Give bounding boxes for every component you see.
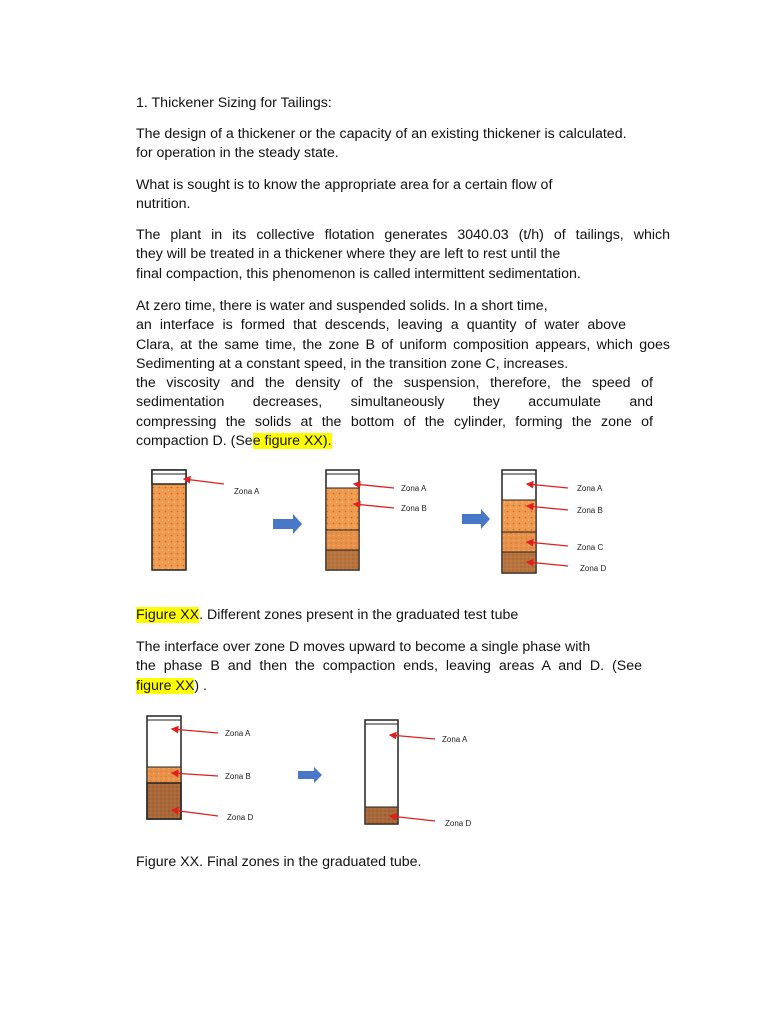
label-zona-b: Zona B — [225, 772, 251, 781]
paragraph-area: What is sought is to know the appropriate area for a certain flow of nutrition. — [136, 177, 553, 213]
tube-final — [365, 720, 471, 828]
label-zona-a: Zona A — [577, 484, 603, 493]
caption-figure-label: Figure XX — [136, 607, 200, 623]
label-zona-b: Zona B — [577, 506, 603, 515]
label-zona-c: Zona C — [577, 543, 604, 552]
label-zona-a: Zona A — [225, 729, 251, 738]
tube-initial — [152, 470, 260, 570]
paragraph-interface: The interface over zone D moves upward to become a single phase with the phase B and then the compaction ends, leaving areas A and D. (See figure XX) . — [136, 639, 642, 694]
blue-arrow-icon — [462, 509, 490, 529]
label-zona-d: Zona D — [580, 564, 607, 573]
label-zona-a: Zona A — [442, 735, 468, 744]
paragraph-last-line: compaction D. (See figure XX). — [136, 433, 332, 450]
tube-four-zones — [502, 470, 606, 573]
label-zona-d: Zona D — [445, 819, 472, 828]
figure-reference-highlight: figure XX — [136, 677, 195, 694]
figure-final-zones-diagram — [140, 710, 500, 830]
section-heading: 1. Thickener Sizing for Tailings: — [136, 95, 332, 111]
figure-caption-zones: Figure XX. Different zones present in the graduated test tube — [136, 607, 519, 623]
paragraph-plant: The plant in its collective flotation generates 3040.03 (t/h) of tailings, which they will be treated in a thickener where they are left to rest until the final compaction, this phenomenon is called intermittent sedimentation. — [136, 227, 670, 282]
figure-zones-diagram — [140, 462, 640, 580]
label-zona-a: Zona A — [401, 484, 427, 493]
paragraph-design: The design of a thickener or the capacity of an existing thickener is calculated. for operation in the steady state. — [136, 126, 627, 162]
blue-arrow-icon — [273, 514, 302, 534]
tube-before-final — [147, 716, 253, 822]
paragraph-sedimentation: At zero time, there is water and suspended solids. In a short time, an interface is formed that descends, leaving a quantity of water above Clara, at the same time, the zone B of uniform composition appears, which goes Sedimenting at a constant speed, in the transition zone C, increases. the viscosity and the density of the suspension, therefore, the speed of sedimentation decreases, simultaneously they accumulate and compressing the solids at the bottom of the cylinder, forming the zone of compaction D. (See figure XX). — [136, 297, 670, 451]
label-zona-d: Zona D — [227, 813, 254, 822]
figure-reference-highlight: e figure XX). — [252, 433, 332, 450]
label-zona-a: Zona A — [234, 487, 260, 496]
figure-caption-final: Figure XX. Final zones in the graduated tube. — [136, 854, 422, 870]
blue-arrow-icon — [298, 767, 322, 783]
tube-intermediate — [326, 470, 427, 570]
label-zona-b: Zona B — [401, 504, 427, 513]
